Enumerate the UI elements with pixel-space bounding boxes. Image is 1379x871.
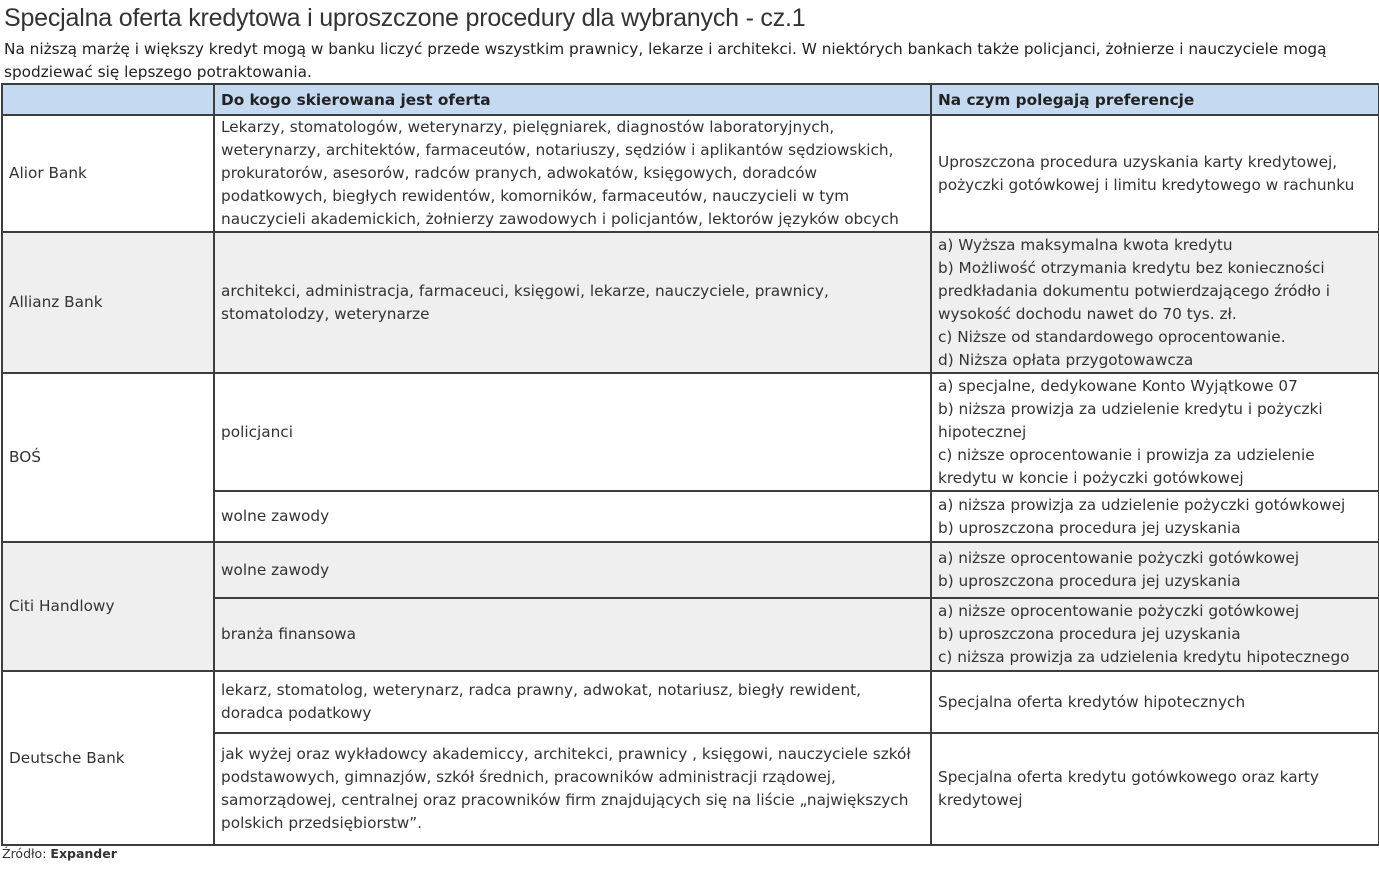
preference-line: d) Niższa opłata przygotowawcza: [938, 350, 1194, 369]
offers-table: [1, 83, 1379, 846]
preference-line: b) uproszczona procedura jej uzyskania: [938, 518, 1241, 537]
preferences-cell: [931, 671, 1379, 733]
preference-line: b) uproszczona procedura jej uzyskania: [938, 625, 1241, 643]
preference-line: a) niższa prowizja za udzielenie pożyczki gotówkowej: [938, 495, 1346, 514]
table-row: [2, 671, 1379, 733]
audience-line: branża finansowa: [221, 625, 356, 643]
audience-line: nauczycieli akademickich, żołnierzy zawodowych i policjantów, lektorów języków obcych: [221, 210, 899, 228]
preferences-cell: [931, 373, 1379, 491]
audience-cell: [214, 542, 931, 598]
preference-line: wysokość dochodu nawet do 70 tys. zł.: [938, 304, 1237, 323]
audience-line: jak wyżej oraz wykładowcy akademiccy, architekci, prawnicy , księgowi, nauczyciele szkół: [221, 745, 911, 763]
source-value: Expander: [50, 846, 117, 861]
audience-line: stomatolodzy, weterynarze: [221, 304, 430, 323]
audience-line: podstawowych, gimnazjów, szkół średnich, pracowników administracji rządowej,: [221, 768, 836, 786]
table-header-row: [2, 84, 1379, 115]
table-row: [2, 542, 1379, 598]
bank-name: Allianz Bank: [2, 232, 214, 373]
table-row: [2, 373, 1379, 491]
preference-line: pożyczki gotówkowej i limitu kredytowego w rachunku: [938, 175, 1355, 194]
preference-line: Specjalna oferta kredytów hipotecznych: [938, 692, 1246, 711]
preference-line: b) niższa prowizja za udzielenie kredytu i pożyczki: [938, 399, 1323, 418]
preference-line: Uproszczona procedura uzyskania karty kredytowej,: [938, 152, 1338, 171]
bank-name: Deutsche Bank: [2, 671, 214, 845]
table-row: [2, 115, 1379, 232]
preference-line: c) niższa prowizja za udzielenia kredytu hipotecznego: [938, 648, 1350, 666]
audience-line: lekarz, stomatolog, weterynarz, radca prawny, adwokat, notariusz, biegły rewident,: [221, 681, 861, 699]
preference-line: a) specjalne, dedykowane Konto Wyjątkowe 07: [938, 376, 1298, 395]
preference-line: a) niższe oprocentowanie pożyczki gotówkowej: [938, 549, 1300, 567]
bank-name: Alior Bank: [2, 115, 214, 232]
source-note: [2, 846, 117, 861]
preference-line: kredytowej: [938, 791, 1023, 809]
page-subtitle: Na niższą marżę i większy kredyt mogą w banku liczyć przede wszystkim prawnicy, lekarze i architekci. W niektórych bankach także policjanci, żołnierze i nauczyciele mogą spodziewać się lepszego potraktowania.: [4, 40, 1327, 81]
preferences-cell: [931, 491, 1379, 542]
audience-line: doradca podatkowy: [221, 704, 372, 722]
preference-line: a) niższe oprocentowanie pożyczki gotówkowej: [938, 602, 1300, 620]
preference-line: c) niższe oprocentowanie i prowizja za udzielenie: [938, 445, 1315, 464]
preferences-cell: [931, 733, 1379, 845]
preferences-cell: [931, 232, 1379, 373]
audience-cell: [214, 733, 931, 845]
audience-cell: [214, 671, 931, 733]
audience-line: weterynarzy, architektów, farmaceutów, notariuszy, sędziów i aplikantów sędziowskich,: [221, 141, 894, 159]
preference-line: predkładania dokumentu potwierdzającego źródło i: [938, 281, 1330, 300]
preference-line: hipotecznej: [938, 422, 1027, 441]
preferences-cell: [931, 542, 1379, 598]
preference-line: b) Możliwość otrzymania kredytu bez konieczności: [938, 258, 1325, 277]
header-bank: [2, 84, 214, 115]
audience-cell: [214, 115, 931, 232]
preference-line: Specjalna oferta kredytu gotówkowego oraz karty: [938, 768, 1319, 786]
source-label: Źródło:: [2, 846, 51, 861]
audience-line: policjanci: [221, 422, 293, 441]
header-preferences: Na czym polegają preferencje: [931, 84, 1379, 115]
audience-line: polskich przedsiębiorstw”.: [221, 814, 423, 832]
audience-cell: [214, 598, 931, 671]
table-row: [2, 232, 1379, 373]
preferences-cell: [931, 598, 1379, 671]
preference-line: a) Wyższa maksymalna kwota kredytu: [938, 235, 1233, 254]
preference-line: c) Niższe od standardowego oprocentowanie.: [938, 327, 1286, 346]
preferences-cell: [931, 115, 1379, 232]
bank-name: Citi Handlowy: [2, 542, 214, 671]
audience-cell: [214, 232, 931, 373]
preference-line: b) uproszczona procedura jej uzyskania: [938, 572, 1241, 590]
audience-line: architekci, administracja, farmaceuci, księgowi, lekarze, nauczyciele, prawnicy,: [221, 281, 829, 300]
page-title: Specjalna oferta kredytowa i uproszczone procedury dla wybranych - cz.1: [4, 4, 806, 32]
preference-line: kredytu w koncie i pożyczki gotówkowej: [938, 468, 1244, 487]
audience-line: wolne zawody: [221, 560, 330, 579]
audience-line: samorządowej, centralnej oraz pracowników firm znajdujących się na liście „największych: [221, 791, 909, 809]
audience-cell: [214, 373, 931, 491]
bank-name: BOŚ: [2, 373, 214, 542]
audience-line: prokuratorów, asesorów, radców pranych, adwokatów, księgowych, doradców: [221, 164, 817, 182]
audience-line: podatkowych, biegłych rewidentów, komorników, farmaceutów, nauczycieli w tym: [221, 187, 850, 205]
audience-cell: [214, 491, 931, 542]
audience-line: wolne zawody: [221, 507, 330, 525]
header-audience: Do kogo skierowana jest oferta: [214, 84, 931, 115]
audience-line: Lekarzy, stomatologów, weterynarzy, pielęgniarek, diagnostów laboratoryjnych,: [221, 118, 835, 136]
